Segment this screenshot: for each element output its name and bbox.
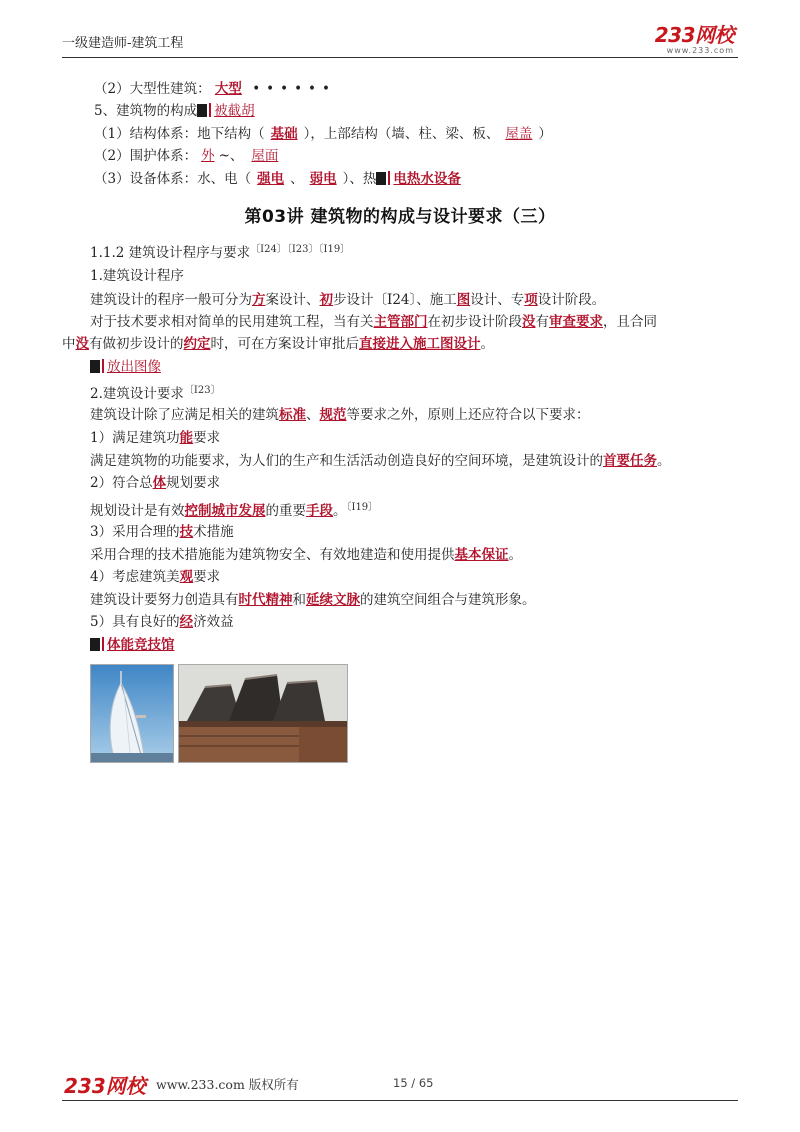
footer-logo[interactable]: 233网校 <box>64 1074 146 1098</box>
requirement-text-4: 建筑设计要努力创造具有时代精神和延续文脉的建筑空间组合与建筑形象。 <box>90 592 536 608</box>
media-link-image[interactable]: 放出图像 <box>90 357 161 377</box>
page-header <box>62 22 738 58</box>
requirement-heading-1: 1）满足建筑功能要求 <box>90 430 221 446</box>
photo-sail-tower <box>90 664 174 763</box>
requirement-heading-4: 4）考虑建筑美观要求 <box>90 569 221 585</box>
subsection-heading: 1.建筑设计程序 <box>90 268 184 284</box>
lecture-title: 第03讲 建筑物的构成与设计要求（三） <box>244 207 556 227</box>
paragraph-simple-projects-cont: 中没有做初步设计的约定时，可在方案设计审批后直接进入施工图设计。 <box>62 336 494 352</box>
line-envelope-system: （2）围护体系： 外 ~、 屋面 <box>94 148 279 164</box>
subsection-heading-requirements: 2.建筑设计要求$^{〔Ⅰ23〕}$ <box>90 385 221 402</box>
brand-logo[interactable] <box>655 24 734 55</box>
video-marker-icon[interactable] <box>197 104 207 117</box>
requirement-heading-2: 2）符合总体规划要求 <box>90 475 221 491</box>
gymnasium-image <box>179 665 347 762</box>
brand-logo-url: www.233.com <box>666 46 734 55</box>
paragraph-design-stages: 建筑设计的程序一般可分为方案设计、初步设计〔Ⅰ24〕、施工图设计、专项设计阶段。 <box>90 292 606 308</box>
line-equipment-system: （3）设备体系：水、电（ 强电 、 弱电 ）、热 电热水设备 <box>94 171 461 187</box>
page-number: 15 / 65 <box>393 1076 434 1090</box>
line-building-composition: 5、建筑物的构成 被截胡 <box>94 103 255 119</box>
header-title: 一级建造师-建筑工程 <box>62 36 184 51</box>
video-marker-icon[interactable] <box>90 638 100 651</box>
video-marker-icon[interactable] <box>376 172 386 185</box>
requirement-heading-3: 3）采用合理的技术措施 <box>90 524 234 540</box>
paragraph-simple-projects: 对于技术要求相对简单的民用建筑工程，当有关主管部门在初步设计阶段没有审查要求，且合同 <box>90 314 657 330</box>
requirement-heading-5: 5）具有良好的经济效益 <box>90 614 234 630</box>
requirement-text-2: 规划设计是有效控制城市发展的重要手段。$^{〔Ⅰ19〕}$ <box>90 502 379 519</box>
section-heading: 1.1.2 建筑设计程序与要求$^{〔Ⅰ24〕〔Ⅰ23〕〔Ⅰ19〕}$ <box>90 244 351 261</box>
header-divider <box>62 57 738 58</box>
brand-logo-text: 233网校 <box>654 23 734 47</box>
media-link-gym[interactable]: 体能竞技馆 <box>90 635 175 655</box>
sail-tower-image <box>91 665 173 762</box>
line-structure-system: （1）结构体系：地下结构（ 基础 ），上部结构（墙、柱、梁、板、 屋盖 ） <box>94 126 552 142</box>
photo-gymnasium <box>178 664 348 763</box>
requirement-text-1: 满足建筑物的功能要求，为人们的生产和生活活动创造良好的空间环境，是建筑设计的首要任务。 <box>90 453 671 469</box>
line-large-building: （2）大型性建筑： 大型 •••••• <box>94 81 336 97</box>
footer-copyright: www.233.com 版权所有 <box>156 1077 299 1092</box>
footer-divider <box>62 1100 738 1101</box>
video-marker-icon[interactable] <box>90 360 100 373</box>
paragraph-requirements-intro: 建筑设计除了应满足相关的建筑标准、规范等要求之外，原则上还应符合以下要求： <box>90 407 590 423</box>
requirement-text-3: 采用合理的技术措施能为建筑物安全、有效地建造和使用提供基本保证。 <box>90 547 522 563</box>
